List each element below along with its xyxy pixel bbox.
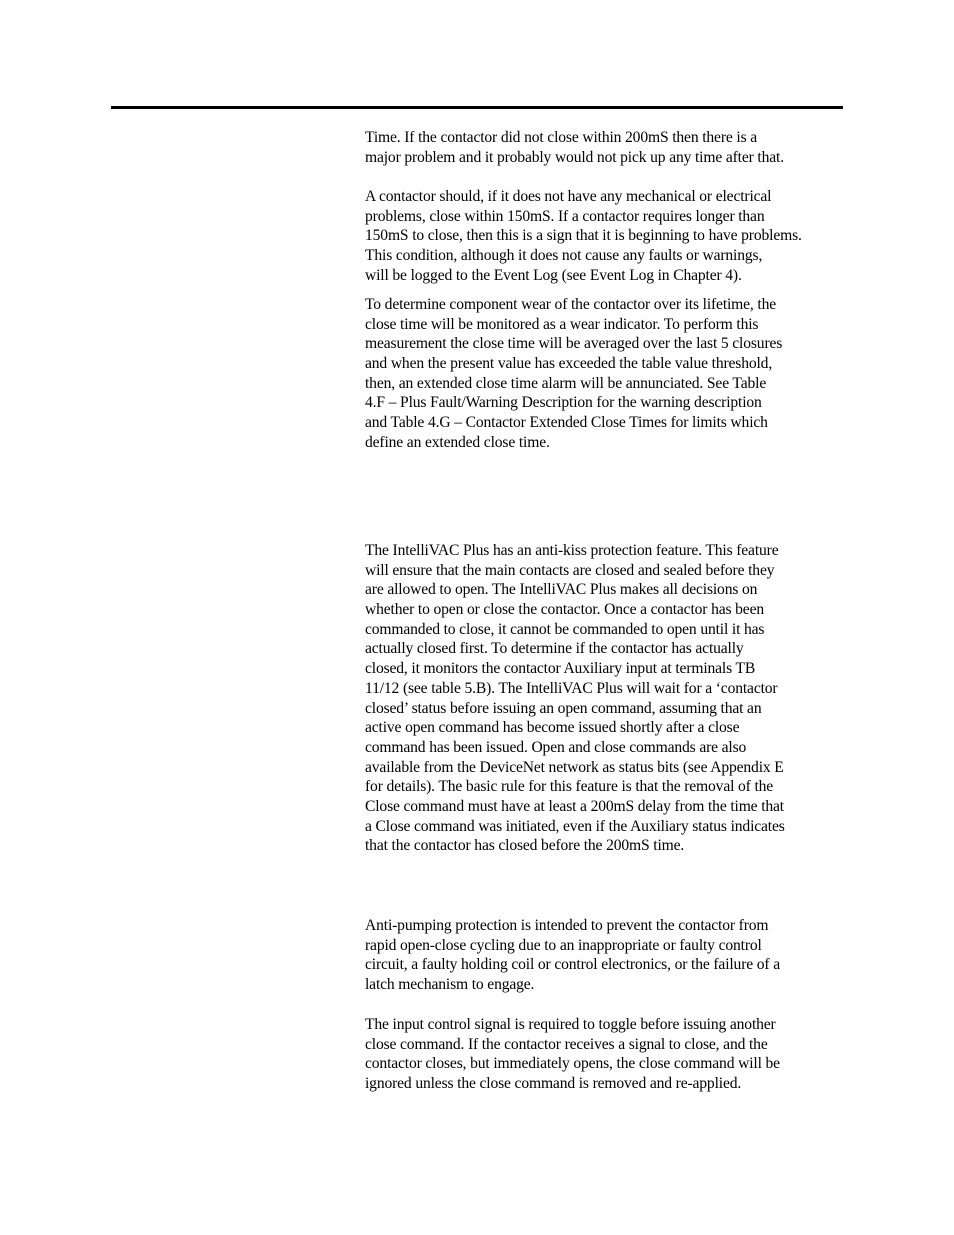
text-line: contactor closes, but immediately opens, the close command will be [365,1055,780,1073]
text-line: latch mechanism to engage. [365,976,535,994]
text-line: close time will be monitored as a wear indicator. To perform this [365,315,759,333]
paragraph-input-toggle [365,1015,845,1094]
paragraph-wear-indicator [365,295,845,453]
text-line: A contactor should, if it does not have any mechanical or electrical [365,188,772,205]
text-line: available from the DeviceNet network as status bits (see Appendix E [365,758,784,776]
text-line: closed’ status before issuing an open command, assuming that an [365,699,762,717]
text-line: 11/12 (see table 5.B). The IntelliVAC Plus will wait for a ‘contactor [365,679,778,697]
text-line: problems, close within 150mS. If a contactor requires longer than [365,207,765,225]
text-line: The input control signal is required to toggle before issuing another [365,1016,776,1033]
text-line: closed, it monitors the contactor Auxiliary input at terminals TB [365,660,756,678]
text-line: This condition, although it does not cause any faults or warnings, [365,247,763,265]
text-line: 150mS to close, then this is a sign that it is beginning to have problems. [365,227,802,245]
text-line: commanded to close, it cannot be commanded to open until it has [365,620,765,638]
text-line: To determine component wear of the contactor over its lifetime, the [365,296,777,313]
header-rule [111,106,843,109]
text-line: for details). The basic rule for this feature is that the removal of the [365,778,774,796]
text-line: actually closed first. To determine if the contactor has actually [365,640,744,658]
text-line: and when the present value has exceeded the table value threshold, [365,355,773,373]
paragraph-anti-kiss [365,541,845,856]
paragraph-anti-pumping [365,916,845,995]
text-line: will ensure that the main contacts are closed and sealed before they [365,561,775,579]
text-line: rapid open-close cycling due to an inappropriate or faulty control [365,936,762,954]
paragraph-close-within-150ms [365,187,845,285]
text-line: that the contactor has closed before the 200mS time. [365,837,685,855]
text-line: close command. If the contactor receives a signal to close, and the [365,1035,768,1053]
text-line: are allowed to open. The IntelliVAC Plus makes all decisions on [365,581,758,599]
text-line: a Close command was initiated, even if the Auxiliary status indicates [365,817,785,835]
text-line: then, an extended close time alarm will be annunciated. See Table [365,374,767,392]
text-line: will be logged to the Event Log (see Event Log in Chapter 4). [365,266,742,284]
text-line: measurement the close time will be averaged over the last 5 closures [365,335,783,353]
text-line: active open command has become issued shortly after a close [365,719,740,737]
text-line: Close command must have at least a 200mS delay from the time that [365,797,784,815]
text-line: circuit, a faulty holding coil or control electronics, or the failure of a [365,956,780,974]
text-line: ignored unless the close command is removed and re-applied. [365,1075,742,1093]
text-line: command has been issued. Open and close commands are also [365,738,747,756]
text-line: Time. If the contactor did not close within 200mS then there is a [365,129,758,146]
paragraph-close-time [365,128,845,167]
text-line: and Table 4.G – Contactor Extended Close Times for limits which [365,414,768,432]
text-line: whether to open or close the contactor. Once a contactor has been [365,601,764,619]
text-line: The IntelliVAC Plus has an anti-kiss protection feature. This feature [365,542,779,559]
text-line: 4.F – Plus Fault/Warning Description for the warning description [365,394,762,412]
text-line: define an extended close time. [365,433,550,451]
text-line: Anti-pumping protection is intended to prevent the contactor from [365,917,769,934]
text-line: major problem and it probably would not pick up any time after that. [365,148,784,166]
